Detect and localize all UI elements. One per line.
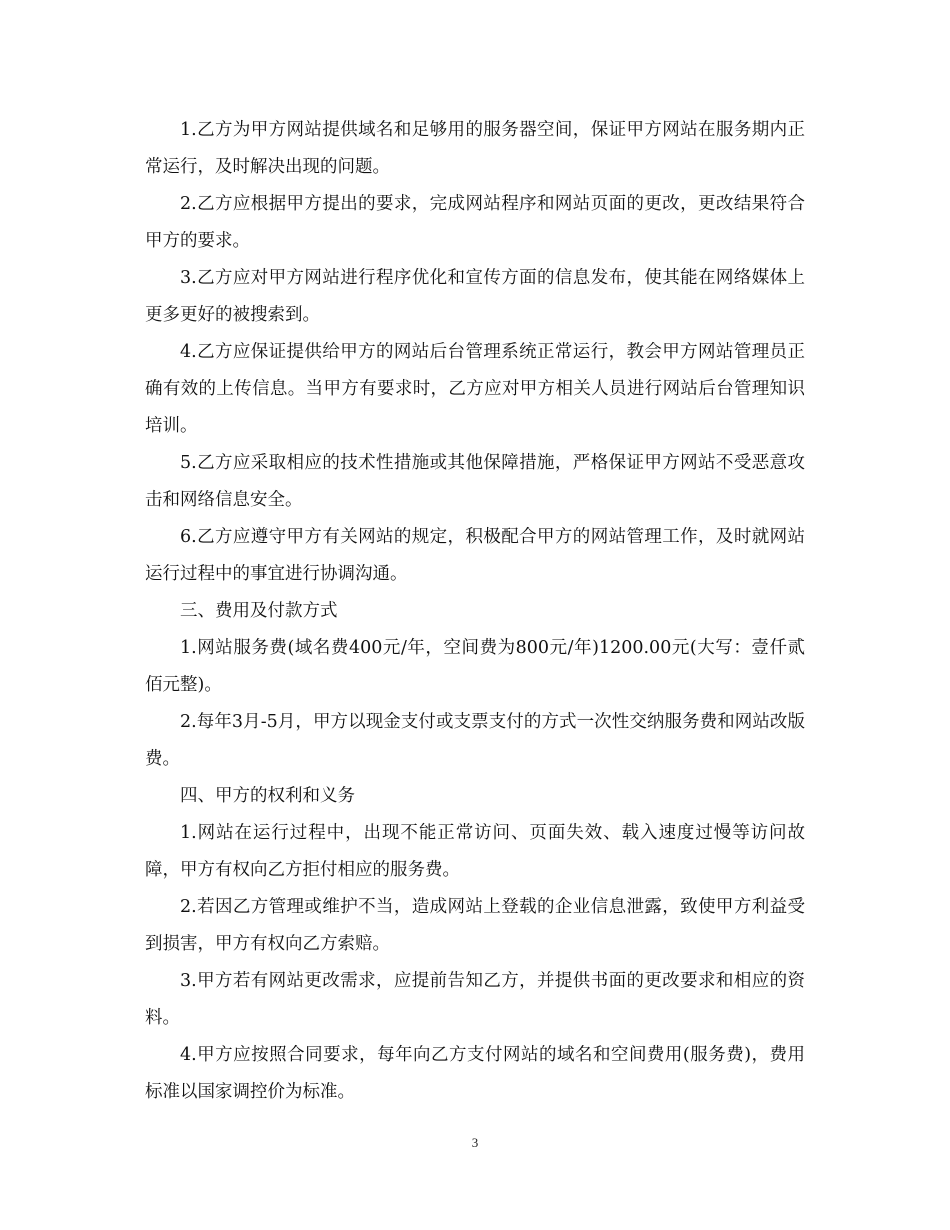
clause-a-3: 3.甲方若有网站更改需求，应提前告知乙方，并提供书面的更改要求和相应的资料。 <box>145 971 805 1028</box>
clause-fees-1: 1.网站服务费(域名费400元/年，空间费为800元/年)1200.00元(大写：壹仟贰佰元整)。 <box>145 638 805 695</box>
clause-a-4: 4.甲方应按照合同要求，每年向乙方支付网站的域名和空间费用(服务费)，费用标准以国家调控价为标准。 <box>145 1045 805 1102</box>
clause-b-4: 4.乙方应保证提供给甲方的网站后台管理系统正常运行，教会甲方网站管理员正确有效的上传信息。当甲方有要求时，乙方应对甲方相关人员进行网站后台管理知识培训。 <box>145 342 805 436</box>
section-heading-fees: 三、费用及付款方式 <box>180 601 338 621</box>
clause-b-2: 2.乙方应根据甲方提出的要求，完成网站程序和网站页面的更改，更改结果符合甲方的要求。 <box>145 194 805 251</box>
page-number: 3 <box>471 1135 479 1150</box>
clause-a-2: 2.若因乙方管理或维护不当，造成网站上登载的企业信息泄露，致使甲方利益受到损害，甲方有权向乙方索赔。 <box>145 897 805 954</box>
clause-b-6: 6.乙方应遵守甲方有关网站的规定，积极配合甲方的网站管理工作，及时就网站运行过程中的事宜进行协调沟通。 <box>145 527 805 584</box>
clause-b-5: 5.乙方应采取相应的技术性措施或其他保障措施，严格保证甲方网站不受恶意攻击和网络信息安全。 <box>145 453 805 510</box>
clause-fees-2: 2.每年3月-5月，甲方以现金支付或支票支付的方式一次性交纳服务费和网站改版费。 <box>145 712 805 769</box>
section-heading-party-a-rights: 四、甲方的权利和义务 <box>180 786 355 806</box>
clause-b-3: 3.乙方应对甲方网站进行程序优化和宣传方面的信息发布，使其能在网络媒体上更多更好的被搜索到。 <box>145 268 805 325</box>
clause-a-1: 1.网站在运行过程中，出现不能正常访问、页面失效、载入速度过慢等访问故障，甲方有权向乙方拒付相应的服务费。 <box>145 823 805 880</box>
clause-b-1: 1.乙方为甲方网站提供域名和足够用的服务器空间，保证甲方网站在服务期内正常运行，及时解决出现的问题。 <box>145 120 805 177</box>
document-body <box>145 112 805 1111</box>
